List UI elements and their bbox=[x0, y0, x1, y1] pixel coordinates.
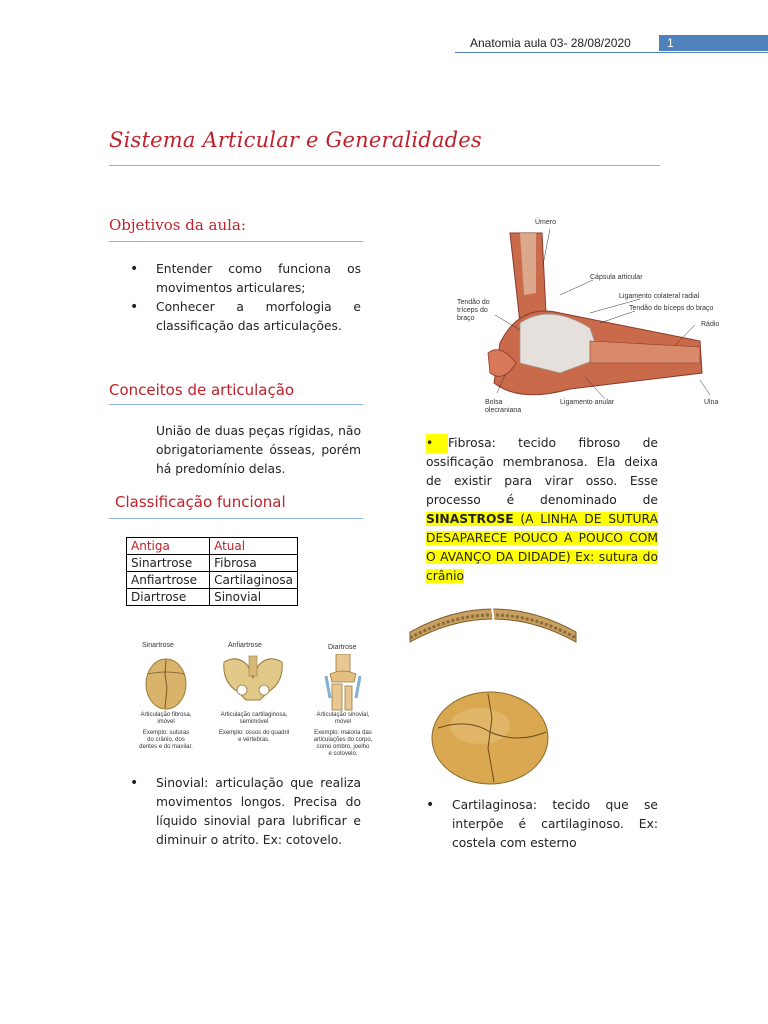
caption-diartrose: Articulação sinovial, móvel Exemplo: maioria das articulações do corpo, como ombro, joelho e cotovelo. bbox=[313, 712, 373, 757]
table-cell: Sinartrose bbox=[127, 555, 210, 572]
table-row bbox=[127, 589, 298, 606]
caption-sinartrose: Articulação fibrosa, imóvel Exemplo: suturas do crânio, dos dentes e do maxilar. bbox=[139, 712, 193, 750]
sinovial-list bbox=[130, 774, 361, 850]
label-bolsa-olecraniana: Bolsa olecraniana bbox=[485, 399, 522, 414]
label-tendao-triceps: Tendão do tríceps do braço bbox=[457, 299, 490, 322]
fibrosa-strong: SINASTROSE bbox=[426, 512, 514, 526]
objectives-rule bbox=[109, 241, 363, 242]
figure-label-diartrose: Diartrose bbox=[328, 644, 357, 651]
label-radio: Rádio bbox=[701, 321, 720, 328]
caption-anfiartrose: Articulação cartilaginosa, semimóvel Exemplo: ossos do quadril e vértebras. bbox=[218, 712, 290, 743]
knee-image bbox=[318, 654, 368, 712]
fibrosa-paragraph bbox=[426, 434, 658, 586]
skull-top-image bbox=[138, 654, 194, 710]
objectives-list bbox=[130, 260, 361, 336]
label-ligamento-colateral: Ligamento colateral radial bbox=[619, 293, 700, 300]
header-text: Anatomia aula 03- 28/08/2020 bbox=[470, 36, 631, 50]
list-item: • Sinovial: articulação que realiza movimentos longos. Precisa do líquido sinovial para lubrificar e diminuir o atrito. Ex: cotovelo. bbox=[130, 774, 361, 850]
figure-label-anfiartrose: Anfiartrose bbox=[228, 642, 262, 649]
classification-rule bbox=[109, 518, 363, 519]
page-title: Sistema Articular e Generalidades bbox=[109, 128, 482, 152]
label-ulna: Ulna bbox=[704, 399, 719, 406]
objectives-heading: Objetivos da aula: bbox=[109, 216, 246, 234]
table-cell: Diartrose bbox=[127, 589, 210, 606]
table-cell: Cartilaginosa bbox=[210, 572, 298, 589]
list-item: • Entender como funciona os movimentos articulares; bbox=[130, 260, 361, 298]
concepts-text: União de duas peças rígidas, não obrigatoriamente ósseas, porém há predomínio delas. bbox=[156, 424, 361, 476]
table-row bbox=[127, 572, 298, 589]
title-rule bbox=[109, 165, 660, 166]
table-header-cell: Antiga bbox=[127, 538, 210, 555]
label-capsula: Cápsula articular bbox=[590, 274, 643, 281]
table-row bbox=[127, 555, 298, 572]
bullet: • bbox=[426, 434, 448, 453]
header-line bbox=[455, 52, 768, 53]
figure-label-sinartrose: Sinartrose bbox=[142, 642, 174, 649]
table-header-row bbox=[127, 538, 298, 555]
table-header-cell: Atual bbox=[210, 538, 298, 555]
classification-heading: Classificação funcional bbox=[115, 493, 286, 511]
table-cell: Anfiartrose bbox=[127, 572, 210, 589]
concepts-rule bbox=[109, 404, 363, 405]
list-item: • Conhecer a morfologia e classificação das articulações. bbox=[130, 298, 361, 336]
label-tendao-biceps: Tendão do bíceps do braço bbox=[629, 305, 714, 312]
table-cell: Sinovial bbox=[210, 589, 298, 606]
elbow-figure bbox=[425, 215, 750, 420]
fibrosa-text-2: (A LINHA DE SUTURA DESAPARECE POUCO A POUCO COM O AVANÇO DA DIDADE) Ex: sutura do crânio bbox=[426, 512, 658, 583]
suture-section-image bbox=[408, 602, 578, 652]
pelvis-image bbox=[218, 652, 288, 708]
list-item: • Cartilaginosa: tecido que se interpõe é cartilaginoso. Ex: costela com esterno bbox=[426, 796, 658, 853]
cartilaginosa-list bbox=[426, 796, 658, 853]
label-ligamento-anular: Ligamento anular bbox=[560, 399, 615, 406]
page-number-badge: 1 bbox=[659, 35, 768, 51]
skull-image bbox=[428, 688, 553, 788]
concepts-heading: Conceitos de articulação bbox=[109, 381, 295, 399]
label-umero: Úmero bbox=[535, 219, 557, 226]
classification-table bbox=[126, 537, 298, 606]
table-cell: Fibrosa bbox=[210, 555, 298, 572]
joint-types-figure bbox=[132, 636, 382, 764]
fibrosa-text-1: Fibrosa: tecido fibroso de ossificação membranosa. Ela deixa de existir para virar osso. Esse processo é denominado de bbox=[426, 436, 658, 507]
